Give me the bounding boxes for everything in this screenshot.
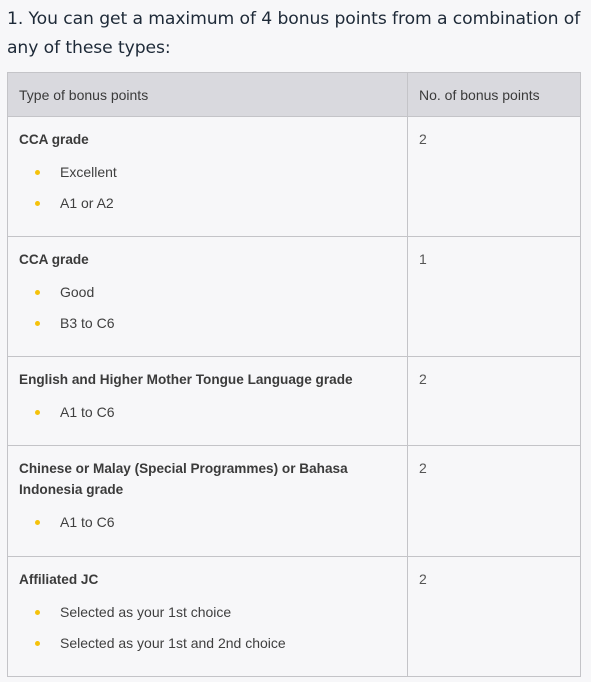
header-no-of-bonus-points: No. of bonus points (408, 73, 581, 117)
bullet-dot-icon (35, 201, 40, 206)
bonus-type-title: Chinese or Malay (Special Programmes) or Bahasa Indonesia grade (19, 461, 348, 497)
table-row (8, 557, 581, 677)
criteria-list (19, 162, 396, 224)
type-cell (8, 446, 408, 557)
table-row (8, 117, 581, 237)
list-item (19, 313, 396, 344)
bullet-dot-icon (35, 610, 40, 615)
criteria-list (19, 602, 396, 664)
table-row (8, 446, 581, 557)
table-header-row (8, 73, 581, 117)
points-value: 2 (419, 131, 427, 147)
points-value: 1 (419, 251, 427, 267)
points-value: 2 (419, 460, 427, 476)
type-cell (8, 357, 408, 446)
list-item (19, 512, 396, 543)
list-item (19, 633, 396, 664)
list-item (19, 162, 396, 193)
bullet-dot-icon (35, 290, 40, 295)
bonus-type-title: CCA grade (19, 252, 89, 267)
criteria-list (19, 282, 396, 344)
criterion-text: A1 to C6 (60, 514, 115, 530)
points-cell (408, 446, 581, 557)
criterion-text: Selected as your 1st choice (60, 604, 232, 620)
bonus-points-table (7, 72, 581, 677)
points-value: 2 (419, 371, 427, 387)
criteria-list (19, 402, 396, 433)
list-item (19, 402, 396, 433)
criterion-text: B3 to C6 (60, 315, 115, 331)
criterion-text: A1 or A2 (60, 195, 114, 211)
bonus-type-title: English and Higher Mother Tongue Language grade (19, 372, 353, 387)
section-heading: 1. You can get a maximum of 4 bonus points from a combination of any of these types: (7, 9, 581, 58)
criteria-list (19, 512, 396, 543)
bonus-type-title: CCA grade (19, 132, 89, 147)
type-cell (8, 117, 408, 237)
criterion-text: Selected as your 1st and 2nd choice (60, 635, 286, 651)
criterion-text: A1 to C6 (60, 404, 115, 420)
bullet-dot-icon (35, 410, 40, 415)
bullet-dot-icon (35, 641, 40, 646)
list-item (19, 193, 396, 224)
type-cell (8, 237, 408, 357)
list-item (19, 602, 396, 633)
criterion-text: Excellent (60, 164, 117, 180)
bullet-dot-icon (35, 520, 40, 525)
points-cell (408, 237, 581, 357)
type-cell (8, 557, 408, 677)
table-row (8, 237, 581, 357)
criterion-text: Good (60, 284, 95, 300)
points-cell (408, 357, 581, 446)
table-row (8, 357, 581, 446)
header-type-of-bonus-points: Type of bonus points (8, 73, 408, 117)
points-cell (408, 117, 581, 237)
bullet-dot-icon (35, 170, 40, 175)
bullet-dot-icon (35, 321, 40, 326)
points-value: 2 (419, 571, 427, 587)
list-item (19, 282, 396, 313)
points-cell (408, 557, 581, 677)
bonus-type-title: Affiliated JC (19, 572, 99, 587)
